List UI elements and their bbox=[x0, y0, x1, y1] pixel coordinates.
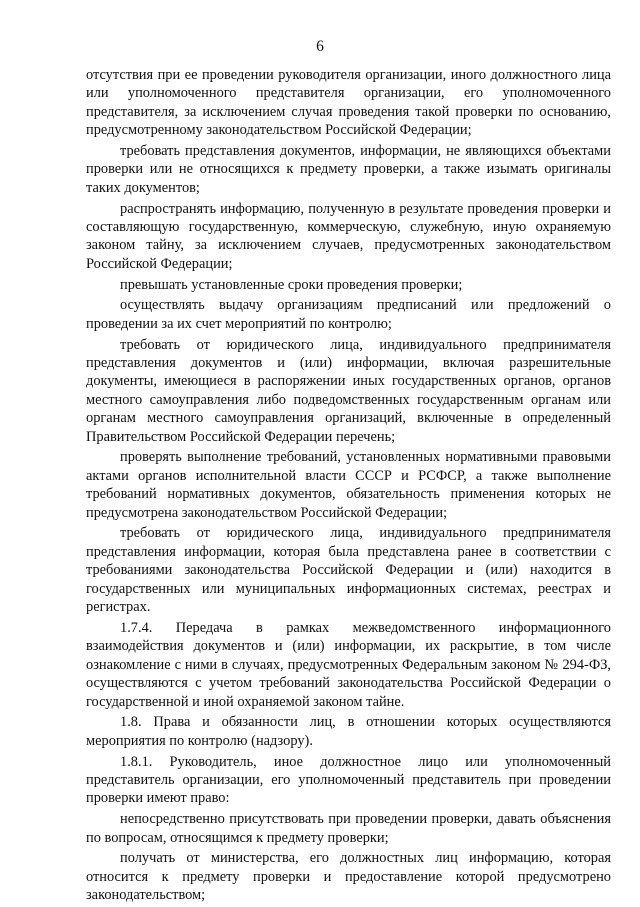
section-paragraph: 1.8.1. Руководитель, иное должностное лицо или уполномоченный представитель организации, его уполномоченный представитель при проведении проверки имеют право: bbox=[86, 753, 611, 807]
paragraph: распространять информацию, полученную в результате проведения проверки и составляющую государственную, коммерческую, служебную, иную охраняемую законом тайну, за исключением случаев, предусмотренных законодательством Российской Федерации; bbox=[86, 200, 611, 272]
paragraph: проверять выполнение требований, установленных нормативными правовыми актами органов исполнительной власти СССР и РСФСР, а также выполнение требований нормативных документов, обязательность применения которых не предусмотрена законодательством Российской Федерации; bbox=[86, 449, 611, 521]
paragraph: отсутствия при ее проведении руководителя организации, иного должностного лица или уполномоченного представителя организации, его уполномоченного представителя, за исключением случая проведения такой проверки по основанию, предусмотренному законодательством Российской Федерации; bbox=[86, 67, 611, 139]
paragraph: непосредственно присутствовать при проведении проверки, давать объяснения по вопросам, относящимся к предмету проверки; bbox=[86, 811, 611, 846]
paragraph: получать от министерства, его должностных лиц информацию, которая относится к предмету проверки и предоставление которой предусмотрено законодательством; bbox=[86, 850, 611, 904]
paragraph: требовать представления документов, информации, не являющихся объектами проверки или не относящихся к предмету проверки, а также изымать оригиналы таких документов; bbox=[86, 143, 611, 196]
document-body bbox=[86, 66, 611, 907]
page-number: 6 bbox=[316, 38, 324, 55]
paragraph: требовать от юридического лица, индивидуального предпринимателя представления документов и (или) информации, включая разрешительные документы, имеющиеся в распоряжении иных государственных органов, органов местного самоуправления либо подведомственных государственным органам или органам местного самоуправления организаций, включенные в определенный Правительством Российской Федерации перечень; bbox=[86, 336, 611, 445]
paragraph: требовать от юридического лица, индивидуального предпринимателя представления информации, которая была представлена ранее в соответствии с требованиями законодательства Российской Федерации и (или) находится в государственных или муниципальных информационных системах, реестрах и регистрах. bbox=[86, 525, 611, 616]
section-paragraph: 1.7.4. Передача в рамках межведомственного информационного взаимодействия документов и (или) информации, их раскрытие, в том числе ознакомление с ними в случаях, предусмотренных Федеральным законом № 294-ФЗ, осуществляются с учетом требований законодательства Российской Федерации о государственной и иной охраняемой законом тайне. bbox=[86, 619, 611, 710]
section-heading-paragraph: 1.8. Права и обязанности лиц, в отношении которых осуществляются мероприятия по контролю (надзору). bbox=[86, 714, 611, 749]
paragraph: осуществлять выдачу организациям предписаний или предложений о проведении за их счет мероприятий по контролю; bbox=[86, 297, 611, 332]
paragraph: превышать установленные сроки проведения проверки; bbox=[120, 276, 463, 293]
